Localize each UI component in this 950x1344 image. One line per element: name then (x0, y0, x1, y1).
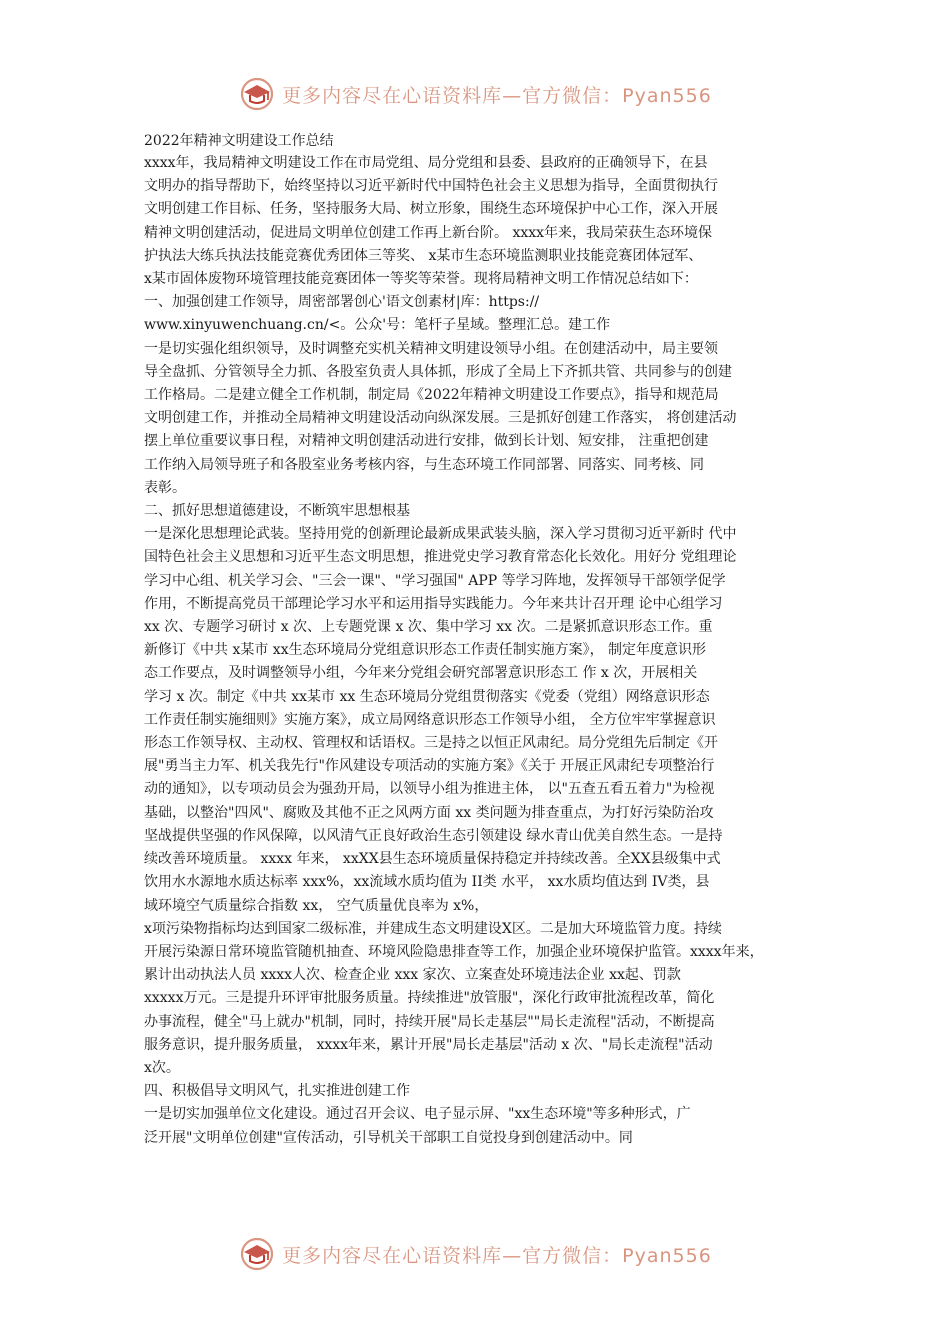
text-line: 学习 x 次。制定《中共 xx某市 xx 生态环境局分党组贯彻落实《党委（党组）网络意识形态 (144, 688, 710, 705)
watermark-footer (0, 1232, 950, 1276)
text-line: 国特色社会主义思想和习近平生态文明思想，推进党史学习教育常态化长效化。用好分 党组理论 (144, 549, 737, 566)
text-line: 办事流程，健全"马上就办"机制，同时，持续开展"局长走基层""局长走流程"活动，不断提高 (144, 1013, 715, 1030)
document-body (144, 130, 824, 1150)
text-line: x某市固体废物环境管理技能竞赛团体一等奖等荣誉。现将局精神文明工作情况总结如下： (144, 271, 698, 288)
text-line: 服务意识，提升服务质量， xxxx年来，累计开展"局长走基层"活动 x 次、"局长走流程"活动 (144, 1036, 713, 1053)
text-line: www.xinyuwenchuang.cn/<。公众'号：笔杆子星域。整理汇总。建工作 (144, 317, 611, 334)
text-line: 工作纳入局领导班子和各股室业务考核内容，与生态环境工作同部署、同落实、同考核、同 (144, 456, 704, 473)
document-text (144, 152, 824, 1150)
mortarboard-logo-icon (238, 1235, 276, 1273)
text-line: 泛开展"文明单位创建"宣传活动，引导机关干部职工自觉投身到创建活动中。同 (144, 1129, 633, 1146)
text-line: 工作责任制实施细则》实施方案》，成立局网络意识形态工作领导小组， 全方位牢牢掌握意识 (144, 711, 716, 728)
text-line: 一、加强创建工作领导，周密部署创心'语文创素材|库：https:// (144, 294, 540, 311)
text-line: 一是切实强化组织领导，及时调整充实机关精神文明建设领导小组。在创建活动中，局主要领 (144, 340, 718, 357)
mortarboard-logo-icon (238, 75, 276, 113)
text-line: 文明办的指导帮助下，始终坚持以习近平新时代中国特色社会主义思想为指导，全面贯彻执行 (144, 178, 718, 195)
watermark-text: 更多内容尽在心语资料库—官方微信：Pyan556 (282, 84, 712, 107)
text-line: x次。 (144, 1059, 180, 1076)
text-line: 四、积极倡导文明风气，扎实推进创建工作 (144, 1083, 410, 1100)
text-line: 文明创建工作，并推动全局精神文明建设活动向纵深发展。三是抓好创建工作落实， 将创建活动 (144, 410, 737, 427)
text-line: xxxxx万元。三是提升环评审批服务质量。持续推进"放管服"，深化行政审批流程改革，简化 (144, 990, 715, 1007)
text-line: 饮用水水源地水质达标率 xxx%，xx流域水质均值为 II类 水平， xx水质均值达到 IV类，县 (144, 874, 710, 891)
text-line: 一是切实加强单位文化建设。通过召开会议、电子显示屏、"xx生态环境"等多种形式，广 (144, 1106, 691, 1123)
text-line: 开展污染源日常环境监管随机抽查、环境风险隐患排查等工作，加强企业环境保护监管。xxxx年来， (144, 943, 764, 960)
text-line: 文明创建工作目标、任务，坚持服务大局、树立形象，围绕生态环境保护中心工作，深入开展 (144, 201, 718, 218)
text-line: 学习中心组、机关学习会、"三会一课"、"学习强国" APP 等学习阵地，发挥领导干部领学促学 (144, 572, 726, 589)
text-line: 导全盘抓、分管领导全力抓、各股室负责人具体抓，形成了全局上下齐抓共管、共同参与的创建 (144, 363, 732, 380)
text-line: 坚战提供坚强的作风保障，以风清气正良好政治生态引领建设 绿水青山优美自然生态。一是持 (144, 827, 723, 844)
text-line: 摆上单位重要议事日程，对精神文明创建活动进行安排，做到长计划、短安排， 注重把创建 (144, 433, 709, 450)
watermark-text: 更多内容尽在心语资料库—官方微信：Pyan556 (282, 1244, 712, 1267)
text-line: 动的通知》，以专项动员会为强劲开局，以领导小组为推进主体， 以"五查五看五着力"为检视 (144, 781, 715, 798)
text-line: 一是深化思想理论武装。坚持用党的创新理论最新成果武装头脑，深入学习贯彻习近平新时 代中 (144, 526, 737, 543)
text-line: x项污染物指标均达到国家二级标准，并建成生态文明建设X区。二是加大环境监管力度。持续 (144, 920, 722, 937)
text-line: 续改善环境质量。 xxxx 年来， xxXX县生态环境质量保持稳定并持续改善。全XX县级集中式 (144, 851, 721, 868)
text-line: 表彰。 (144, 479, 186, 496)
text-line: 累计出动执法人员 xxxx人次、检查企业 xxx 家次、立案查处环境违法企业 xx起、罚款 (144, 967, 681, 984)
text-line: xx 次、专题学习研讨 x 次、上专题党课 x 次、集中学习 xx 次。二是紧抓意识形态工作。重 (144, 619, 713, 636)
text-line: 形态工作领导权、主动权、管理权和话语权。三是持之以恒正风肃纪。局分党组先后制定《开 (144, 735, 718, 752)
text-line: 精神文明创建活动，促进局文明单位创建工作再上新台阶。 xxxx年来，我局荣获生态环境保 (144, 224, 713, 241)
text-line: xxxx年，我局精神文明建设工作在市局党组、局分党组和县委、县政府的正确领导下，在县 (144, 155, 708, 171)
text-line: 作用，不断提高党员干部理论学习水平和运用指导实践能力。今年来共计召开理 论中心组学习 (144, 595, 723, 612)
text-line: 展"勇当主力军、机关我先行"作风建设专项活动的实施方案》《关于 开展正风肃纪专项整治行 (144, 758, 715, 775)
text-line: 态工作要点，及时调整领导小组，今年来分党组会研究部署意识形态工 作 x 次，开展相关 (144, 665, 698, 682)
text-line: 域环境空气质量综合指数 xx， 空气质量优良率为 x%， (144, 897, 489, 914)
text-line: 工作格局。二是建立健全工作机制，制定局《2022年精神文明建设工作要点》，指导和规范局 (144, 387, 719, 404)
watermark-header (0, 72, 950, 116)
text-line: 护执法大练兵执法技能竞赛优秀团体三等奖、 x某市生态环境监测职业技能竞赛团体冠军、 (144, 247, 703, 264)
document-title: 2022年精神文明建设工作总结 (144, 133, 334, 149)
text-line: 二、抓好思想道德建设，不断筑牢思想根基 (144, 503, 410, 520)
text-line: 新修订《中共 x某市 xx生态环境局分党组意识形态工作责任制实施方案》， 制定年度意识形 (144, 642, 707, 659)
text-line: 基础，以整治"四风"、腐败及其他不正之风两方面 xx 类问题为排查重点，为打好污染防治攻 (144, 804, 714, 821)
